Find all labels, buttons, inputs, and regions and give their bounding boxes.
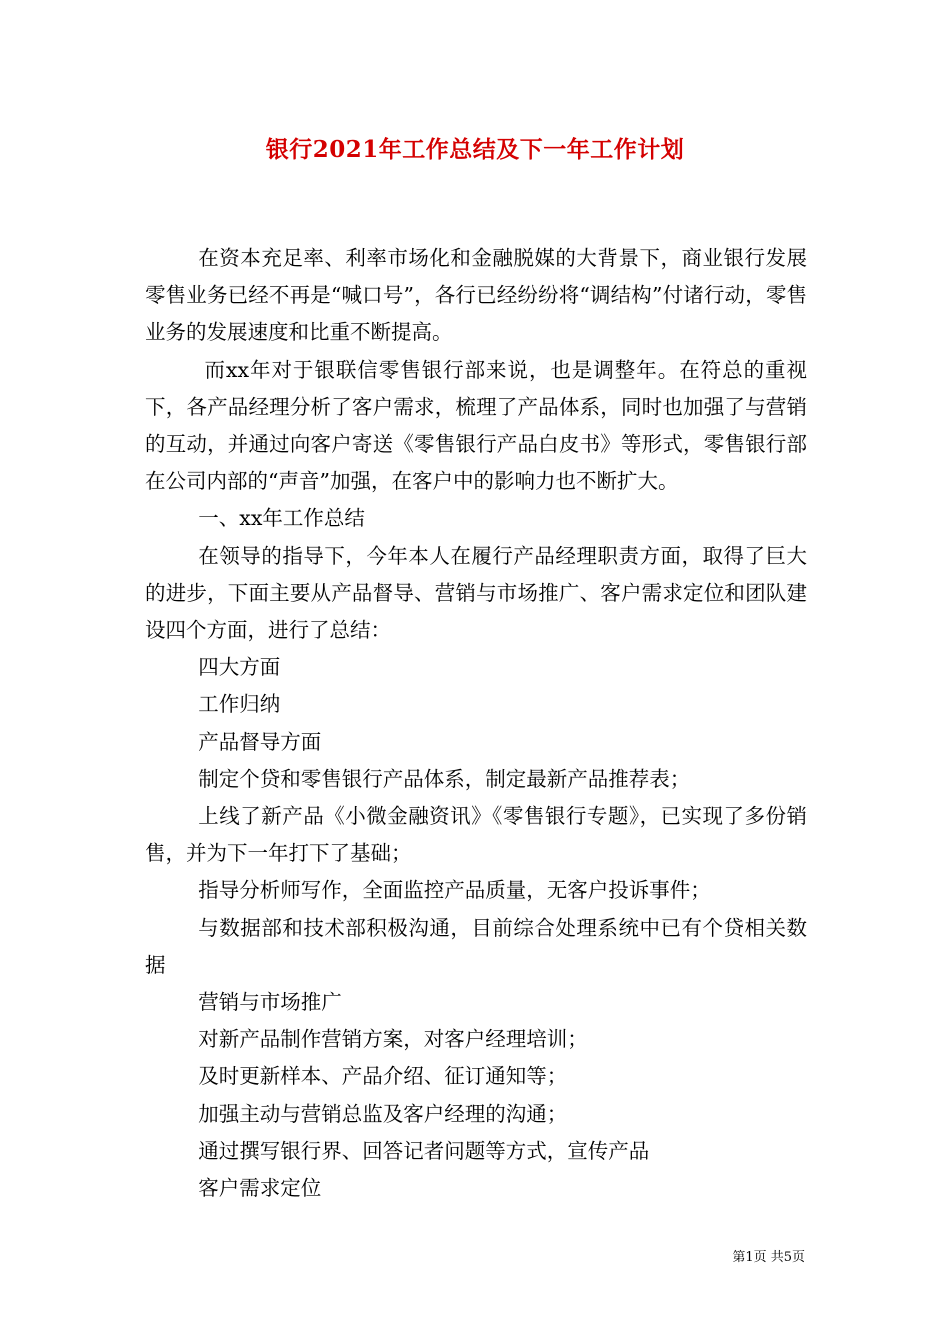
- page-number-footer: 第1页 共5页: [732, 1250, 805, 1265]
- list-item: 通过撰写银行界、回答记者问题等方式，宣传产品: [198, 1138, 650, 1163]
- list-item: 制定个贷和零售银行产品体系，制定最新产品推荐表；: [198, 766, 691, 791]
- list-item: 营销与市场推广: [198, 990, 342, 1015]
- list-item: 与数据部和技术部积极沟通，目前综合处理系统中已有个贷相关数据: [145, 915, 807, 977]
- document-body: [145, 240, 807, 1207]
- paragraph-2: 而xx年对于银联信零售银行部来说，也是调整年。在符总的重视下，各产品经理分析了客户需求，梳理了产品体系，同时也加强了与营销的互动，并通过向客户寄送《零售银行产品白皮书》等形式，零售银行部在公司内部的“声音”加强，在客户中的影响力也不断扩大。: [145, 357, 807, 494]
- paragraph-1: 在资本充足率、利率市场化和金融脱媒的大背景下，商业银行发展零售业务已经不再是“喊口号”，各行已经纷纷将“调结构”付诸行动，零售业务的发展速度和比重不断提高。: [145, 246, 807, 345]
- list-item: 工作归纳: [198, 692, 281, 717]
- list-item: 及时更新样本、产品介绍、征订通知等；: [198, 1064, 568, 1089]
- list-item: 加强主动与营销总监及客户经理的沟通；: [198, 1101, 568, 1126]
- list-item: 对新产品制作营销方案，对客户经理培训；: [198, 1027, 588, 1052]
- paragraph-3: 在领导的指导下，今年本人在履行产品经理职责方面，取得了巨大的进步，下面主要从产品督导、营销与市场推广、客户需求定位和团队建设四个方面，进行了总结：: [145, 543, 807, 643]
- list-item: 上线了新产品《小微金融资讯》《零售银行专题》，已实现了多份销售，并为下一年打下了基础；: [145, 804, 807, 866]
- list-item: 指导分析师写作，全面监控产品质量，无客户投诉事件；: [198, 878, 711, 903]
- list-item: 客户需求定位: [198, 1176, 322, 1201]
- document-title: 银行2021年工作总结及下一年工作计划: [265, 136, 685, 163]
- section-heading-1: 一、xx年工作总结: [198, 506, 365, 531]
- list-item: 四大方面: [198, 655, 281, 680]
- list-item: 产品督导方面: [198, 729, 322, 754]
